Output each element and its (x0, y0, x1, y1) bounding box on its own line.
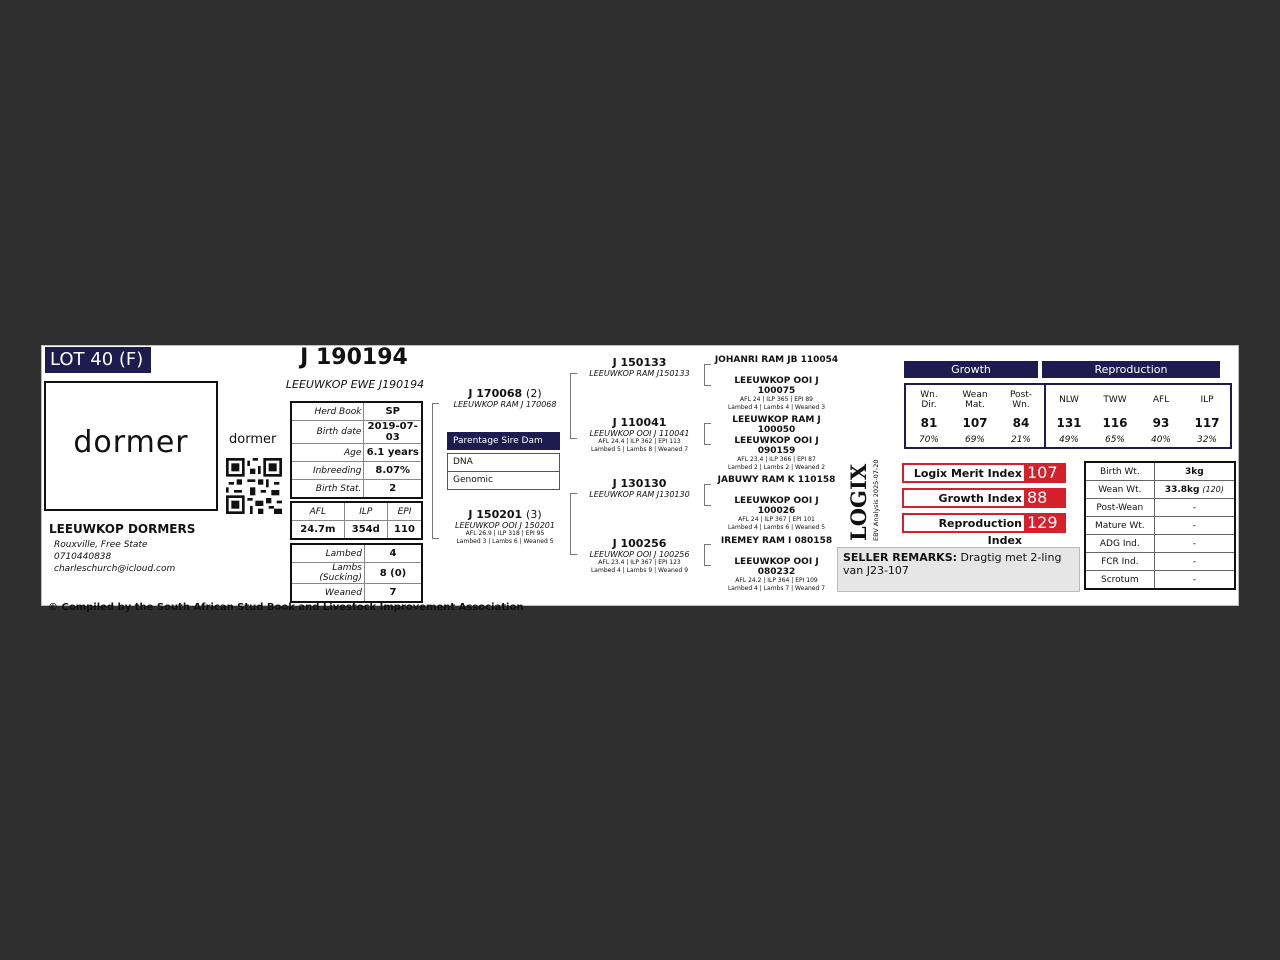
pedigree-bracket (704, 423, 711, 445)
info-row: Inbreeding 8.07% (291, 462, 422, 480)
great-grandparent-id: LEEUWKOP OOI J 100026 (734, 496, 819, 516)
parentage-box (447, 432, 560, 490)
grandparent-node[interactable] (582, 477, 697, 499)
great-grandparent-node[interactable] (714, 536, 839, 546)
grandparent-stats: AFL 24.4 | ILP 362 | EPI 113 (598, 438, 681, 445)
weight-row: Post-Wean - (1085, 499, 1235, 517)
seller-remarks (837, 547, 1080, 592)
logix-sub: EBV Analysis 2025-07-20 (872, 459, 880, 541)
sire-node[interactable] (445, 387, 565, 409)
index-reproduction: Reproduction Index 129 (902, 513, 1066, 533)
dam-stats: AFL 26.9 | ILP 318 | EPI 95 (465, 530, 545, 537)
great-grandparent-lambing: Lambed 4 | Lambs 6 | Weaned 5 (727, 524, 826, 531)
grandparent-node[interactable] (582, 356, 697, 378)
animal-name: LEEUWKOP EWE J190194 (285, 378, 425, 391)
footer-credit: © Compiled by the South African Stud Book and Livestock Improvement Association (48, 602, 524, 613)
grandparent-id: J 100256 (612, 537, 667, 550)
breeder-contact (54, 539, 175, 575)
great-grandparent-id: LEEUWKOP OOI J 090159 (734, 436, 819, 456)
info-row: Birth Stat. 2 (291, 480, 422, 499)
breeder-location: Rouxville, Free State (54, 540, 148, 550)
logo-text: dormer (73, 425, 189, 460)
grandparent-lambing: Lambed 4 | Lambs 9 | Weaned 9 (590, 567, 689, 574)
great-grandparent-lambing: Lambed 4 | Lambs 4 | Weaned 3 (727, 404, 826, 411)
dam-node[interactable] (445, 508, 565, 546)
weight-row: Mature Wt. - (1085, 517, 1235, 535)
weight-row: Scrotum - (1085, 571, 1235, 590)
great-grandparent-id: JABUWY RAM K 110158 (717, 475, 836, 485)
great-grandparent-node[interactable] (714, 436, 839, 472)
great-grandparent-id: IREMEY RAM I 080158 (720, 536, 833, 546)
pedigree-bracket (704, 364, 711, 386)
pedigree-bracket (570, 493, 577, 555)
animal-id: J 190194 (300, 345, 408, 370)
breeder-email[interactable]: charleschurch@icloud.com (54, 564, 176, 574)
sire-id: J 170068 (468, 387, 523, 400)
lot-card (41, 345, 1239, 613)
great-grandparent-lambing: Lambed 2 | Lambs 2 | Weaned 2 (727, 464, 826, 471)
weight-row: Birth Wt. 3kg (1085, 462, 1235, 481)
grandparent-lambing: Lambed 5 | Lambs 8 | Weaned 7 (590, 446, 689, 453)
lot-number: LOT 40 (F) (45, 347, 151, 373)
grandparent-name: LEEUWKOP RAM J130130 (589, 490, 690, 499)
great-grandparent-id: LEEUWKOP RAM J 100050 (732, 415, 821, 435)
dam-name: LEEUWKOP OOI J 150201 (455, 521, 555, 530)
breeder-name: LEEUWKOP DORMERS (49, 522, 196, 536)
grandparent-node[interactable] (582, 416, 697, 454)
grandparent-id: J 110041 (612, 416, 667, 429)
index-growth: Growth Index 88 (902, 488, 1066, 508)
pedigree-bracket (570, 373, 577, 439)
great-grandparent-stats: AFL 24 | ILP 365 | EPI 89 (740, 396, 813, 403)
pedigree-bracket (704, 544, 711, 566)
lambing-row: Lambed 4 (291, 544, 422, 563)
lambing-row: Lambs (Sucking) 8 (0) (291, 563, 422, 584)
ebv-table: Wn. Dir. Wean Mat. Post- Wn. NLW TWW AFL ILP 81 107 84 131 116 93 117 70% 69% 21% 49% 65% 40% 32% (904, 383, 1232, 449)
info-row: Age 6.1 years (291, 444, 422, 462)
weight-row: FCR Ind. - (1085, 553, 1235, 571)
info-row: Herd Book SP (291, 402, 422, 421)
grandparent-node[interactable] (582, 537, 697, 575)
great-grandparent-id: JOHANRI RAM JB 110054 (714, 355, 839, 365)
remarks-text: Dragtig met 2-ling van J23-107 (843, 551, 1062, 577)
breeder-phone: 0710440838 (54, 552, 112, 562)
dam-count: (3) (526, 508, 542, 521)
remarks-label: SELLER REMARKS: (843, 551, 958, 564)
great-grandparent-node[interactable] (714, 376, 839, 412)
grandparent-name: LEEUWKOP RAM J150133 (589, 369, 690, 378)
great-grandparent-lambing: Lambed 4 | Lambs 7 | Weaned 7 (727, 585, 826, 592)
animal-info-table (290, 401, 423, 499)
parentage-dna: DNA (448, 454, 559, 472)
great-grandparent-node[interactable] (714, 415, 839, 435)
great-grandparent-stats: AFL 23.4 | ILP 366 | EPI 87 (737, 456, 816, 463)
qr-code-icon[interactable] (226, 458, 282, 514)
grandparent-id: J 130130 (612, 477, 667, 490)
reproduction-header: Reproduction (1042, 361, 1220, 378)
weight-row: ADG Ind. - (1085, 535, 1235, 553)
weights-table (1084, 461, 1236, 590)
growth-header: Growth (904, 361, 1038, 378)
sire-name: LEEUWKOP RAM J 170068 (453, 400, 557, 409)
grandparent-id: J 150133 (612, 356, 667, 369)
sire-count: (2) (526, 387, 542, 400)
index-logix-merit: Logix Merit Index 107 (902, 463, 1066, 483)
grandparent-name: LEEUWKOP OOI J 100256 (589, 550, 690, 559)
parentage-genomic: Genomic (453, 475, 493, 485)
grandparent-stats: AFL 23.4 | ILP 367 | EPI 123 (598, 559, 681, 566)
logix-brand: LOGIX (846, 463, 871, 541)
lambing-table (290, 543, 423, 603)
grandparent-name: LEEUWKOP OOI J 110041 (589, 429, 690, 438)
great-grandparent-node[interactable] (714, 475, 839, 485)
dam-lambing: Lambed 3 | Lambs 6 | Weaned 5 (456, 538, 554, 545)
dam-id: J 150201 (468, 508, 523, 521)
great-grandparent-stats: AFL 24.2 | ILP 364 | EPI 109 (735, 577, 818, 584)
great-grandparent-node[interactable] (714, 496, 839, 532)
logix-logo (842, 456, 882, 546)
great-grandparent-node[interactable] (714, 557, 839, 593)
great-grandparent-node[interactable] (714, 355, 839, 365)
breed-name: dormer (229, 432, 277, 447)
lambing-row: Weaned 7 (291, 584, 422, 603)
info-row: Birth date 2019-07-03 (291, 421, 422, 444)
parentage-header: Parentage Sire Dam (447, 432, 560, 450)
great-grandparent-stats: AFL 24 | ILP 367 | EPI 101 (738, 516, 815, 523)
pedigree-bracket (704, 484, 711, 506)
weight-row: Wean Wt. 33.8kg (120) (1085, 481, 1235, 499)
breed-logo (44, 381, 218, 511)
great-grandparent-id: LEEUWKOP OOI J 100075 (734, 376, 819, 396)
repro-stats-table: AFL ILP EPI 24.7m 354d 110 (290, 501, 423, 540)
pedigree-bracket (432, 403, 439, 539)
great-grandparent-id: LEEUWKOP OOI J 080232 (734, 557, 819, 577)
